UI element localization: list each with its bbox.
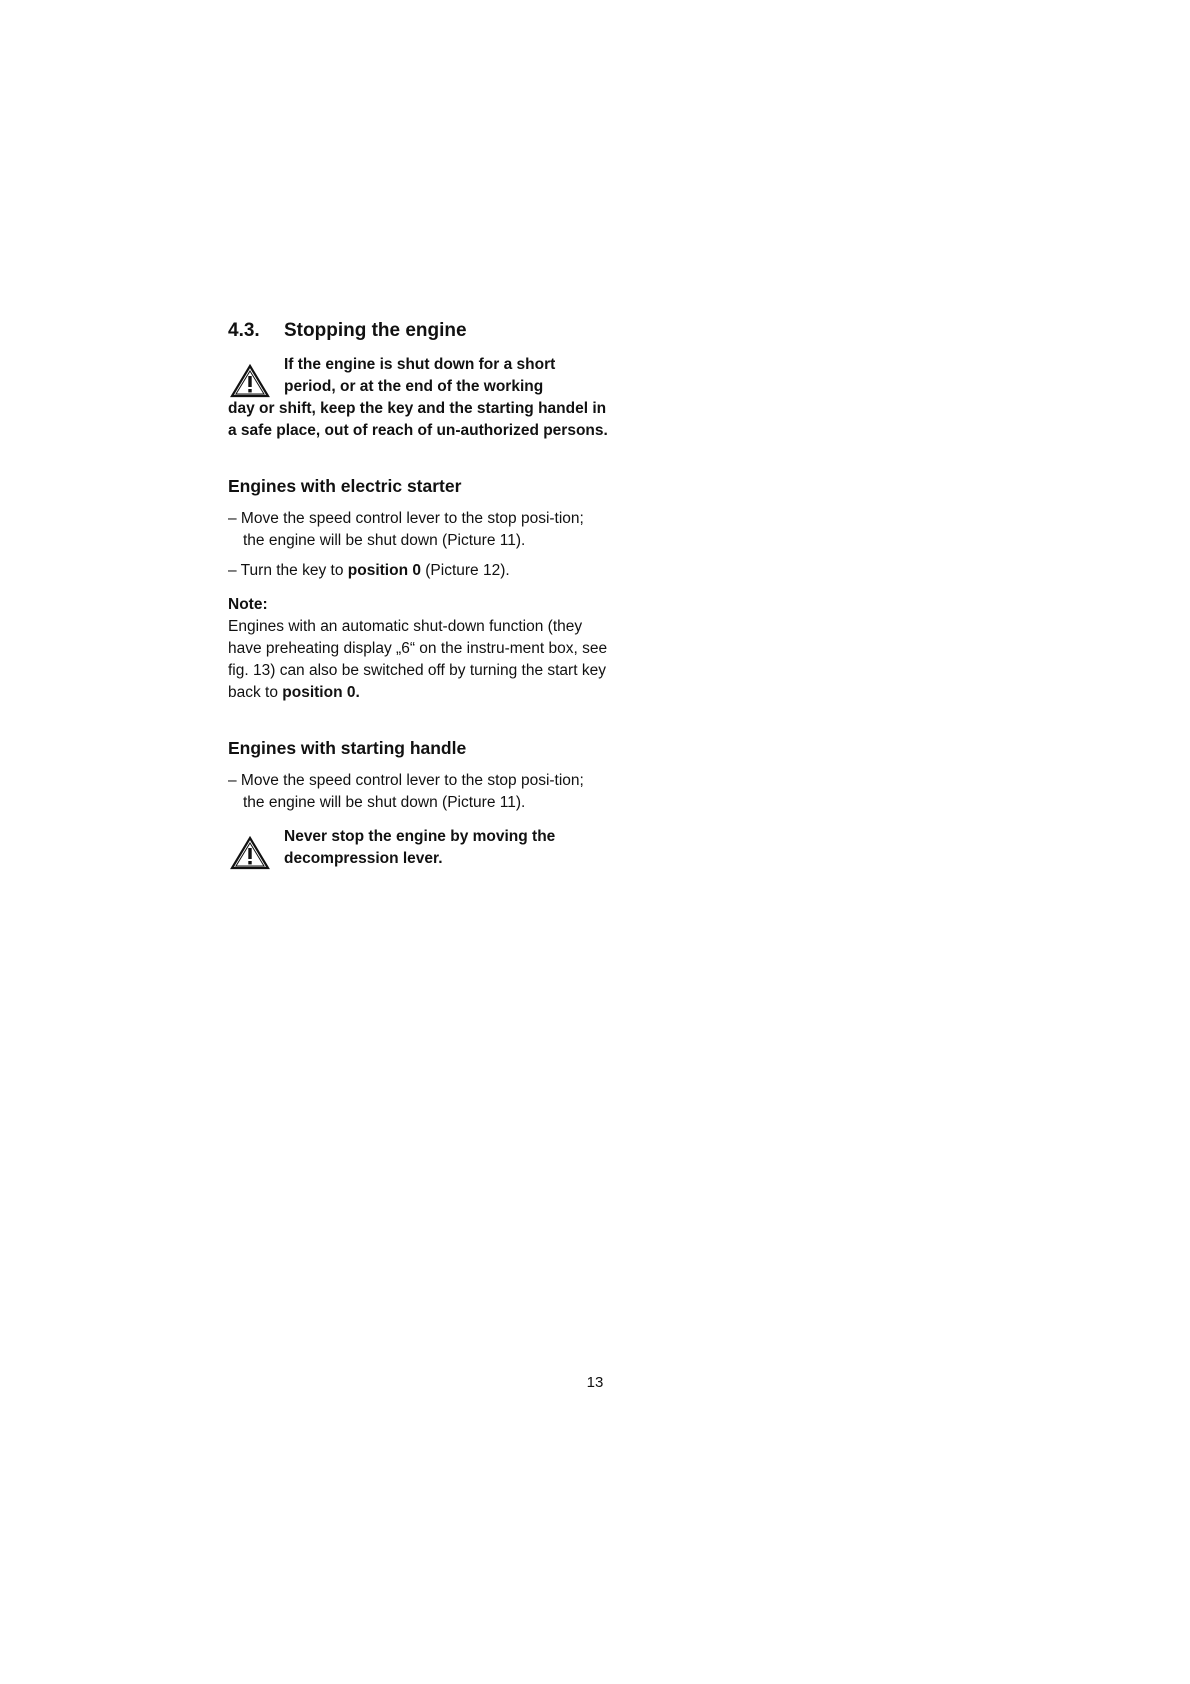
subheading-electric-starter: Engines with electric starter <box>228 476 462 496</box>
section-number: 4.3. <box>228 320 260 341</box>
note-body: Engines with an automatic shut-down function (they have preheating display „6“ on the instru-ment box, see fig. 13) can also be switched off by turning the start key back to <box>228 618 608 701</box>
warning-notice <box>228 354 608 442</box>
item-text: (Picture 12). <box>420 562 510 579</box>
warning-triangle-icon <box>230 836 270 870</box>
page-number: 13 <box>586 1374 604 1391</box>
warning-notice <box>228 826 608 870</box>
warning-triangle-icon <box>230 364 270 398</box>
note-label: Note: <box>228 596 268 613</box>
item-text: – Turn the key to <box>228 562 348 579</box>
subheading-starting-handle: Engines with starting handle <box>228 738 467 758</box>
list-item: – Move the speed control lever to the stop posi-tion; the engine will be shut down (Picture 11). <box>228 510 584 549</box>
section-heading <box>228 318 608 344</box>
note-text <box>228 616 608 704</box>
section-title: Stopping the engine <box>284 320 467 341</box>
warning-text-lead: If the engine is shut down for a short period, or at the end of the working <box>284 356 556 395</box>
list-item <box>228 560 608 582</box>
note-bold-text: position 0. <box>282 684 360 701</box>
list-item: – Move the speed control lever to the stop posi-tion; the engine will be shut down (Picture 11). <box>228 772 584 811</box>
warning-text-rest: day or shift, keep the key and the starting handel in a safe place, out of reach of un-authorized persons. <box>228 400 608 439</box>
item-bold-text: position 0 <box>347 562 421 579</box>
content-column <box>228 318 608 870</box>
warning-text: Never stop the engine by moving the decompression lever. <box>284 828 556 867</box>
